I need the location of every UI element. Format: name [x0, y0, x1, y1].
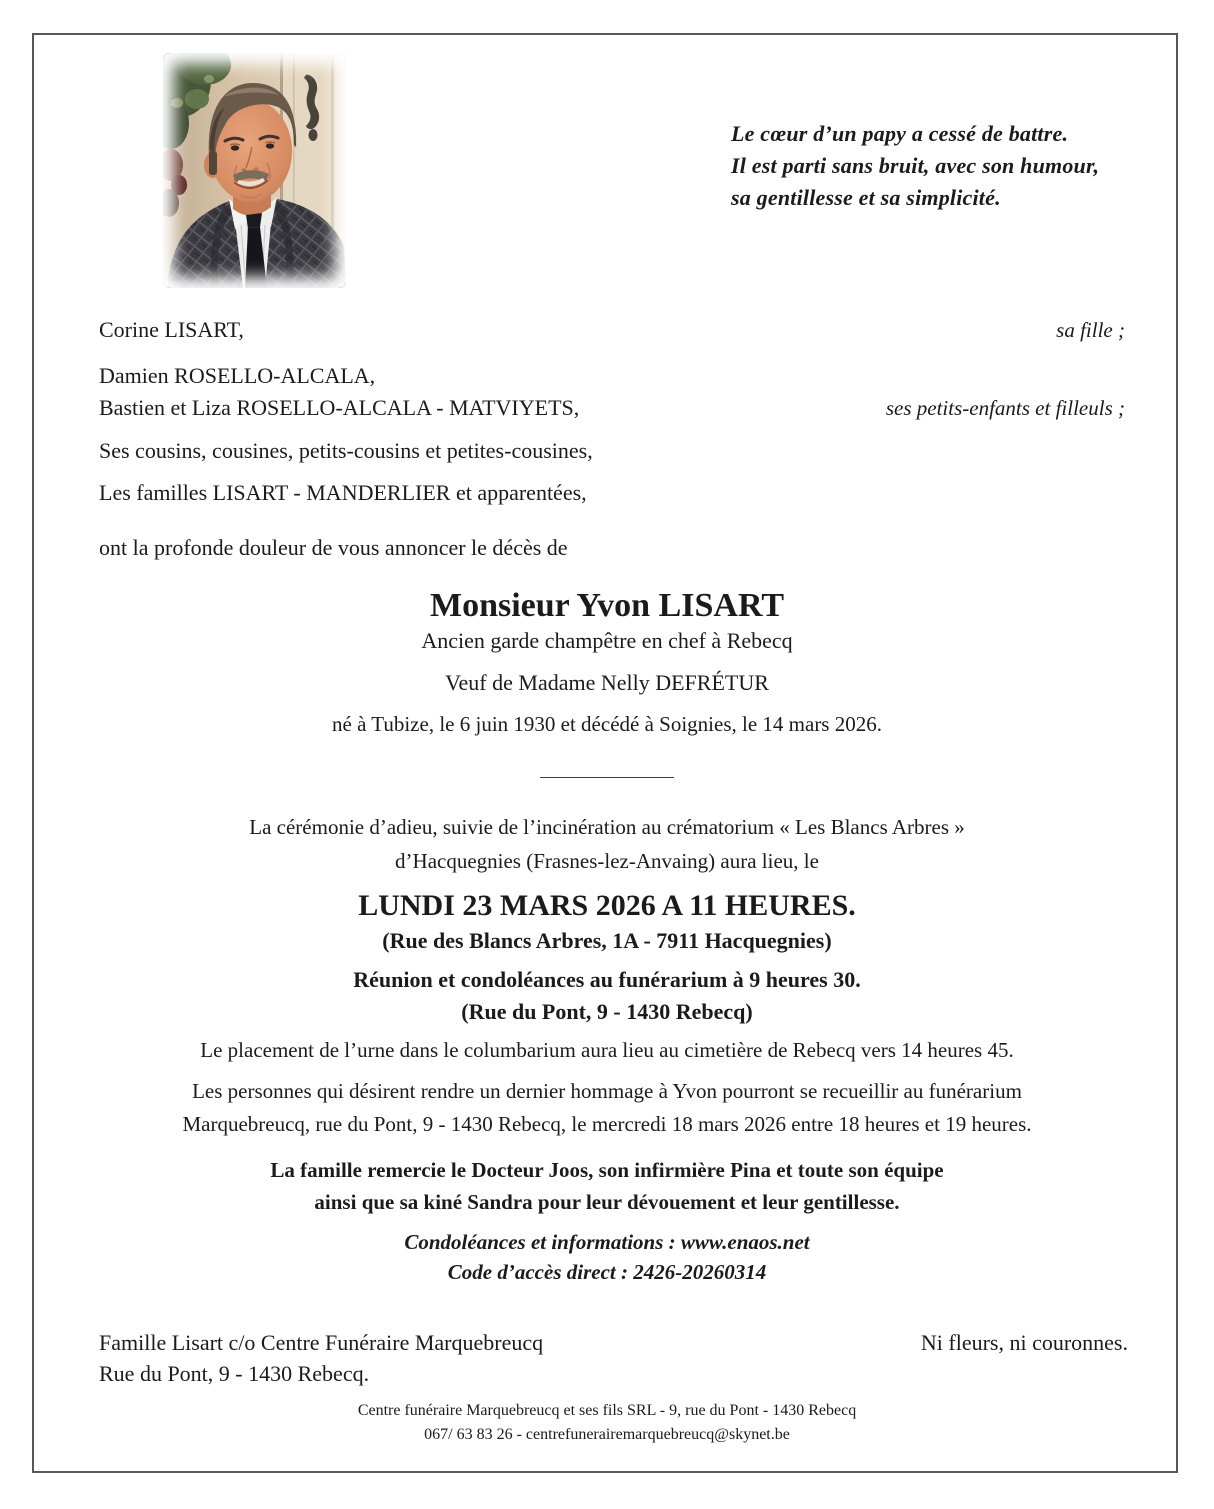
thanks-line: ainsi que sa kiné Sandra pour leur dévouement et leur gentillesse. — [314, 1190, 900, 1214]
portrait-photo — [163, 53, 346, 288]
daughter-row — [99, 317, 1125, 343]
deceased-life-dates: né à Tubize, le 6 juin 1930 et décédé à Soignies, le 14 mars 2026. — [332, 712, 882, 736]
quote-line: sa gentillesse et sa simplicité. — [731, 185, 1001, 210]
grandchildren-row-2 — [99, 395, 1125, 421]
cousins-row — [99, 438, 1125, 464]
daughter-name: Corine LISART, — [99, 317, 244, 342]
families-text: Les familles LISART - MANDERLIER et apparentées, — [99, 480, 587, 505]
urn-placement: Le placement de l’urne dans le columbarium aura lieu au cimetière de Rebecq vers 14 heures 45. — [200, 1038, 1014, 1062]
memorial-quote — [731, 118, 1151, 214]
announcement-text: ont la profonde douleur de vous annoncer le décès de — [99, 535, 568, 560]
grandchildren-relation: ses petits-enfants et filleuls ; — [885, 396, 1125, 420]
thanks-line: La famille remercie le Docteur Joos, son infirmière Pina et toute son équipe — [270, 1158, 944, 1182]
tribute-line: Les personnes qui désirent rendre un dernier hommage à Yvon pourront se recueillir au funérarium — [192, 1079, 1022, 1103]
quote-line: Il est parti sans bruit, avec son humour, — [731, 153, 1100, 178]
tribute-info — [34, 1075, 1180, 1141]
deceased-name: Monsieur Yvon LISART — [430, 587, 784, 624]
ceremony-intro — [34, 810, 1180, 878]
deceased-title: Ancien garde champêtre en chef à Rebecq — [421, 628, 793, 653]
funeral-home-address: Centre funéraire Marquebreucq et ses fils SRL - 9, rue du Pont - 1430 Rebecq — [357, 1402, 857, 1419]
daughter-relation: sa fille ; — [1056, 318, 1125, 342]
gathering-address: (Rue du Pont, 9 - 1430 Rebecq) — [461, 999, 753, 1024]
ceremony-datetime: LUNDI 23 MARS 2026 A 11 HEURES. — [358, 889, 856, 922]
footer-contact-address-row — [99, 1361, 1128, 1387]
footer-contact-address: Rue du Pont, 9 - 1430 Rebecq. — [99, 1361, 370, 1386]
announcement-row — [99, 535, 1125, 561]
condolences-info — [34, 1227, 1180, 1287]
family-thanks — [34, 1154, 1180, 1218]
section-divider — [540, 777, 674, 778]
deceased-widower: Veuf de Madame Nelly DEFRÉTUR — [445, 670, 769, 695]
footer-contact-row — [99, 1330, 1128, 1356]
grandchild-names: Damien ROSELLO-ALCALA, — [99, 363, 376, 388]
condolences-website: Condoléances et informations : www.enaos.net — [404, 1230, 810, 1254]
grandchildren-row-1 — [99, 363, 1125, 389]
ceremony-address: (Rue des Blancs Arbres, 1A - 7911 Hacquegnies) — [382, 928, 832, 953]
cousins-text: Ses cousins, cousines, petits-cousins et petites-cousines, — [99, 438, 593, 463]
grandchild-names: Bastien et Liza ROSELLO-ALCALA - MATVIYETS, — [99, 395, 580, 420]
no-flowers-note: Ni fleurs, ni couronnes. — [920, 1330, 1128, 1355]
portrait-photo-graphic — [163, 53, 346, 288]
quote-line: Le cœur d’un papy a cessé de battre. — [731, 121, 1069, 146]
footer-contact-name: Famille Lisart c/o Centre Funéraire Marquebreucq — [99, 1330, 544, 1355]
funeral-home-info — [34, 1399, 1180, 1447]
ceremony-intro-line: d’Hacquegnies (Frasnes-lez-Anvaing) aura lieu, le — [395, 849, 819, 873]
condolences-access-code: Code d’accès direct : 2426-20260314 — [447, 1260, 767, 1284]
funeral-home-contact: 067/ 63 83 26 - centrefunerairemarquebreucq@skynet.be — [424, 1426, 790, 1443]
families-row — [99, 480, 1125, 506]
gathering-info: Réunion et condoléances au funérarium à 9 heures 30. — [353, 967, 861, 992]
tribute-line: Marquebreucq, rue du Pont, 9 - 1430 Rebecq, le mercredi 18 mars 2026 entre 18 heures et 19 heures. — [182, 1112, 1032, 1136]
ceremony-intro-line: La cérémonie d’adieu, suivie de l’incinération au crématorium « Les Blancs Arbres » — [249, 815, 965, 839]
